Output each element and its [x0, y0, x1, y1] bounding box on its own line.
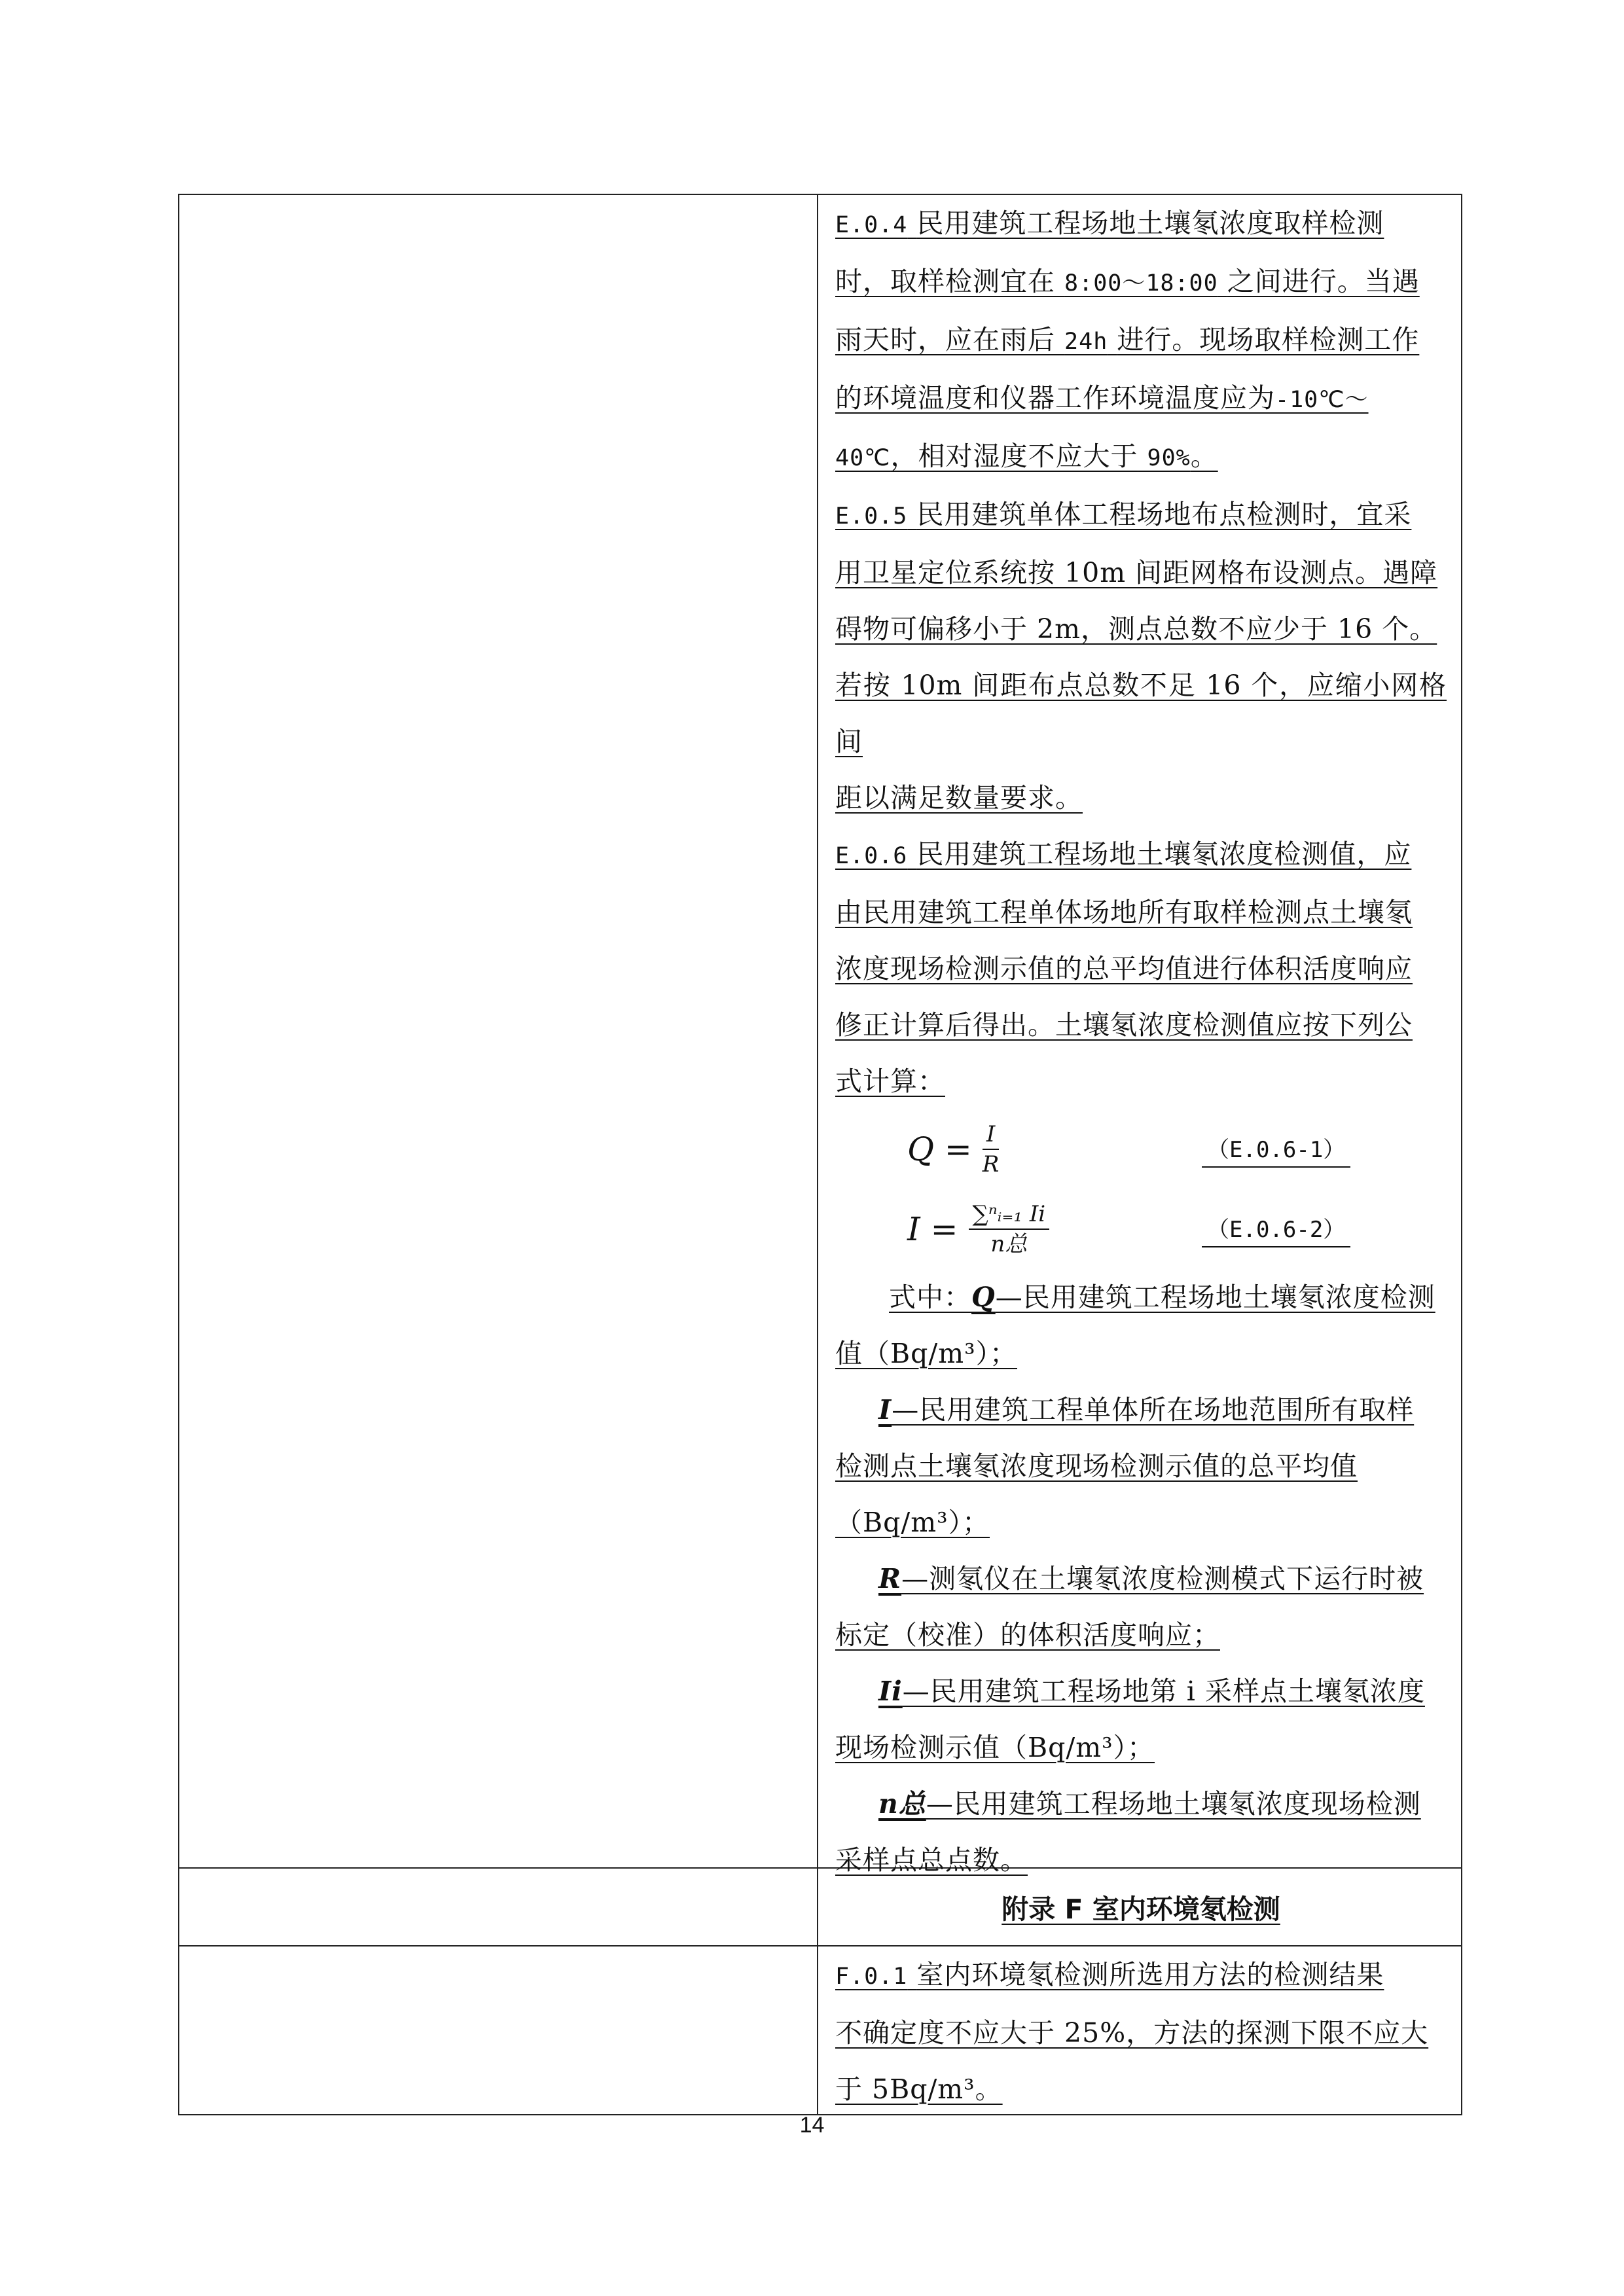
table-row	[179, 1867, 1461, 1945]
definition-r: R—测氡仪在土壤氡浓度检测模式下运行时被	[878, 1563, 1424, 1594]
clause-line: 由民用建筑工程单体场地所有取样检测点土壤氡	[835, 897, 1413, 928]
formula-e062	[835, 1189, 1447, 1269]
left-cell-empty	[179, 1946, 818, 2114]
formula-expression: Q = $\frac{I}{R}$	[907, 1121, 1000, 1177]
clause-line: 时，取样检测宜在 8:00～18:00 之间进行。当遇	[835, 266, 1420, 297]
table-row	[179, 195, 1461, 1876]
page-number: 14	[799, 2113, 825, 2138]
clause-line: E.0.6 民用建筑工程场地土壤氡浓度检测值，应	[835, 838, 1412, 870]
table-row	[179, 1945, 1461, 2114]
appendix-title: 附录 F 室内环境氡检测	[1001, 1893, 1280, 1925]
left-cell-empty	[179, 1869, 818, 1945]
formula-e061	[835, 1109, 1447, 1189]
clause-code: F.0.1	[835, 1964, 908, 1990]
clause-line: 40℃，相对湿度不应大于 90%。	[835, 440, 1218, 472]
definition-line: 检测点土壤氡浓度现场检测示值的总平均值	[835, 1450, 1358, 1482]
definition-i: I—民用建筑工程单体所在场地范围所有取样	[878, 1394, 1415, 1426]
clause-line: E.0.4 民用建筑工程场地土壤氡浓度取样检测	[835, 207, 1384, 239]
definition-n: n总—民用建筑工程场地土壤氡浓度现场检测	[878, 1788, 1421, 1820]
definition-line: 标定（校准）的体积活度响应；	[835, 1619, 1220, 1651]
definition-ii: Ii—民用建筑工程场地第 i 采样点土壤氡浓度	[878, 1676, 1425, 1707]
clause-line: 不确定度不应大于 25%，方法的探测下限不应大	[835, 2017, 1429, 2049]
clause-e05	[835, 486, 1447, 826]
formula-expression: I = $\frac{\text{∑ⁿᵢ₌₁ Ii}}{\text{n总}}$	[835, 1200, 1182, 1259]
clause-line: 用卫星定位系统按 10m 间距网格布设测点。遇障	[835, 557, 1438, 588]
definition-q: 式中：Q—民用建筑工程场地土壤氡浓度检测	[889, 1282, 1435, 1313]
formula-reference: （E.0.6-2）	[1202, 1211, 1350, 1247]
clause-e04	[835, 195, 1447, 486]
fraction: $\frac{\text{∑ⁿᵢ₌₁ Ii}}{\text{n总}}$	[969, 1200, 1050, 1259]
right-cell-f-section	[818, 1946, 1461, 2114]
clause-line: 式计算：	[835, 1066, 945, 1097]
fraction: $\frac{I}{R}$	[982, 1121, 1000, 1177]
clause-line: 的环境温度和仪器工作环境温度应为-10℃～	[835, 382, 1369, 414]
definition-line: 现场检测示值（Bq/m³）；	[835, 1732, 1155, 1763]
clause-line: 修正计算后得出。土壤氡浓度检测值应按下列公	[835, 1009, 1413, 1041]
variable-definitions	[835, 1269, 1447, 1888]
clause-e06	[835, 826, 1447, 1109]
right-cell-appendix-title	[818, 1869, 1461, 1945]
clause-line: 碍物可偏移小于 2m，测点总数不应少于 16 个。	[835, 613, 1437, 645]
clause-line: 于 5Bq/m³。	[835, 2073, 1003, 2105]
clause-line: 距以满足数量要求。	[835, 782, 1083, 814]
definition-line: 采样点总点数。	[835, 1844, 1028, 1876]
clause-f01	[835, 1946, 1447, 2117]
clause-line: F.0.1 室内环境氡检测所选用方法的检测结果	[835, 1959, 1384, 1990]
clause-code: E.0.4	[835, 212, 908, 238]
comparison-table	[178, 194, 1462, 2115]
formula-reference: （E.0.6-1）	[1202, 1132, 1350, 1168]
definition-line: （Bq/m³）；	[835, 1507, 990, 1538]
right-cell-e-section	[818, 195, 1461, 1876]
clause-code: E.0.5	[835, 503, 908, 529]
clause-line: 若按 10m 间距布点总数不足 16 个，应缩小网格间	[835, 670, 1447, 757]
clause-code: E.0.6	[835, 843, 908, 869]
clause-line: 浓度现场检测示值的总平均值进行体积活度响应	[835, 953, 1413, 984]
left-cell-empty	[179, 195, 818, 1867]
clause-line: 雨天时，应在雨后 24h 进行。现场取样检测工作	[835, 324, 1420, 355]
clause-line: E.0.5 民用建筑单体工程场地布点检测时，宜采	[835, 499, 1412, 530]
definition-line: 值（Bq/m³）；	[835, 1338, 1018, 1369]
